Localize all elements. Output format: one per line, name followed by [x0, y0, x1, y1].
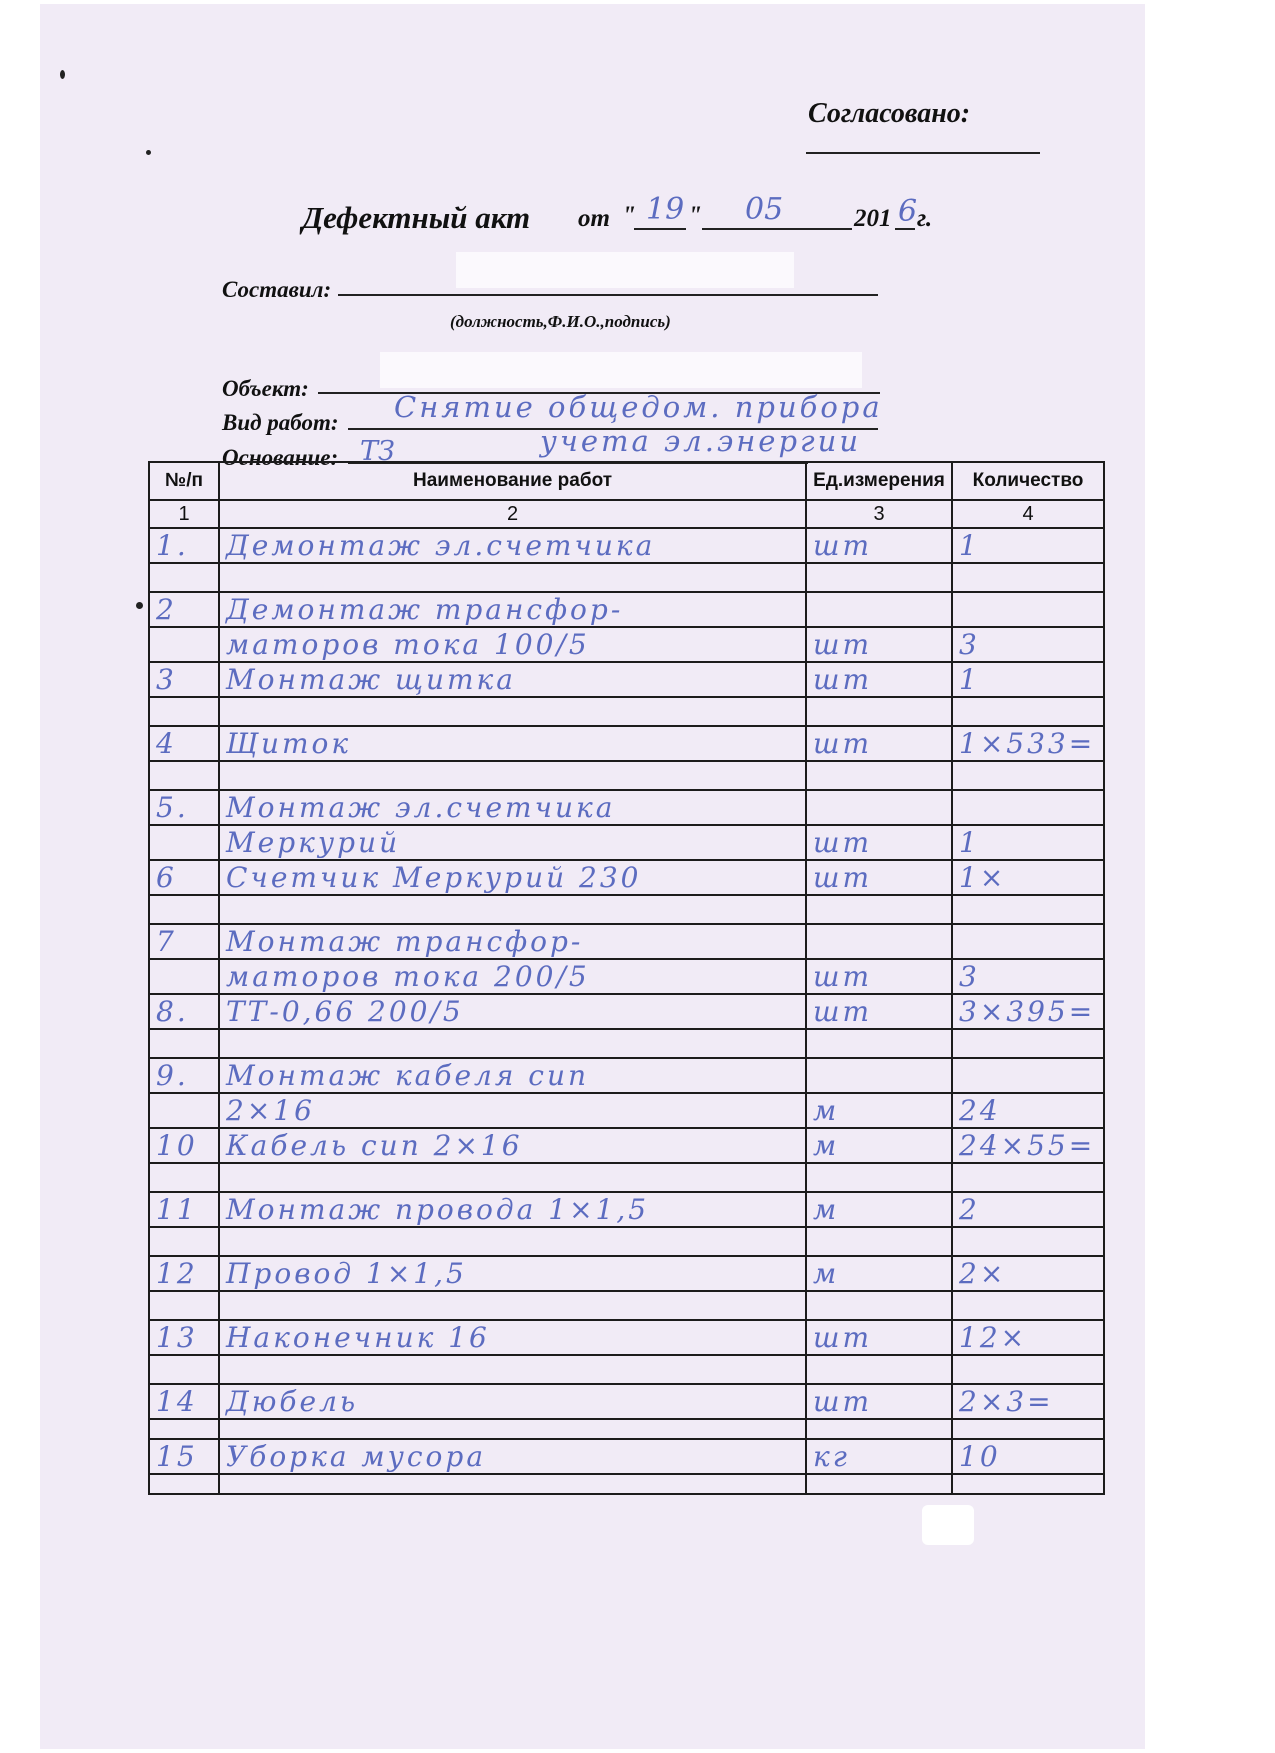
unit: шт [806, 662, 952, 697]
table-row [149, 627, 1104, 662]
row-number-empty [149, 1419, 219, 1439]
row-number: 12 [149, 1256, 219, 1291]
scan-margin [0, 0, 40, 1753]
unit-empty [806, 761, 952, 790]
work-name: Монтаж провода 1×1,5 [219, 1192, 806, 1227]
table-row [149, 1439, 1104, 1474]
row-number-empty [149, 1227, 219, 1256]
table-row [149, 994, 1104, 1029]
table-row [149, 895, 1104, 924]
unit: м [806, 1256, 952, 1291]
quantity: 24×55= [952, 1128, 1104, 1163]
work-name-empty [219, 697, 806, 726]
table-row [149, 924, 1104, 959]
table-row [149, 1355, 1104, 1384]
row-number: 6 [149, 860, 219, 895]
work-name-empty [219, 1419, 806, 1439]
work-name: Уборка мусора [219, 1439, 806, 1474]
work-name: Дюбель [219, 1384, 806, 1419]
row-number-empty [149, 1163, 219, 1192]
table-row [149, 563, 1104, 592]
quantity-empty [952, 1227, 1104, 1256]
row-number-empty [149, 1029, 219, 1058]
work-name: Кабель сип 2×16 [219, 1128, 806, 1163]
work-name-line-2: Меркурий [219, 825, 806, 860]
quantity: 2× [952, 1256, 1104, 1291]
year-suffix: г. [917, 205, 933, 232]
title-from: от [578, 205, 610, 232]
row-number: 15 [149, 1439, 219, 1474]
row-number-empty [149, 697, 219, 726]
work-name: ТТ-0,66 200/5 [219, 994, 806, 1029]
row-number: 8. [149, 994, 219, 1029]
row-number-empty [149, 1355, 219, 1384]
work-name: Монтаж трансфор- [219, 924, 806, 959]
scan-speck [146, 150, 151, 155]
quantity-empty [952, 563, 1104, 592]
table-row [149, 1058, 1104, 1093]
table-row [149, 790, 1104, 825]
quantity-empty [952, 1291, 1104, 1320]
colnum-3: 3 [806, 500, 952, 528]
table-row [149, 662, 1104, 697]
row-number: 5. [149, 790, 219, 825]
work-name-empty [219, 761, 806, 790]
work-name-empty [219, 563, 806, 592]
row-number-empty [149, 1291, 219, 1320]
unit-empty [806, 1058, 952, 1093]
table-row [149, 825, 1104, 860]
work-name-empty [219, 895, 806, 924]
quantity: 12× [952, 1320, 1104, 1355]
work-name: Монтаж эл.счетчика [219, 790, 806, 825]
row-number-empty [149, 1093, 219, 1128]
quantity: 10 [952, 1439, 1104, 1474]
row-number-empty [149, 959, 219, 994]
quantity-empty [952, 790, 1104, 825]
quantity: 1 [952, 662, 1104, 697]
unit-empty [806, 1419, 952, 1439]
unit-empty [806, 697, 952, 726]
table-row [149, 697, 1104, 726]
unit-empty [806, 1474, 952, 1494]
table-row [149, 1192, 1104, 1227]
unit-empty [806, 1227, 952, 1256]
quantity-empty [952, 1474, 1104, 1494]
redaction-object [380, 352, 862, 388]
table-row [149, 860, 1104, 895]
row-number: 11 [149, 1192, 219, 1227]
approved-label: Согласовано: [808, 98, 971, 129]
table-row [149, 726, 1104, 761]
work-name: Щиток [219, 726, 806, 761]
composed-label: Составил: [222, 277, 332, 302]
table-row [149, 528, 1104, 563]
table-header-row [149, 462, 1104, 500]
unit: м [806, 1128, 952, 1163]
month-line [702, 228, 852, 230]
quantity: 3 [952, 627, 1104, 662]
work-name-empty [219, 1291, 806, 1320]
row-number: 13 [149, 1320, 219, 1355]
unit-empty [806, 790, 952, 825]
table-row [149, 1093, 1104, 1128]
quantity: 3 [952, 959, 1104, 994]
unit-empty [806, 592, 952, 627]
year-digit: 6 [898, 194, 918, 229]
quantity-empty [952, 592, 1104, 627]
work-name: Наконечник 16 [219, 1320, 806, 1355]
quantity: 1 [952, 825, 1104, 860]
work-name-empty [219, 1029, 806, 1058]
table-row [149, 1029, 1104, 1058]
row-number-empty [149, 1474, 219, 1494]
work-name: Провод 1×1,5 [219, 1256, 806, 1291]
scan-speck [60, 70, 65, 79]
row-number: 3 [149, 662, 219, 697]
quantity-empty [952, 895, 1104, 924]
header-num: №/п [149, 462, 219, 500]
table-row [149, 1163, 1104, 1192]
redaction-corner [922, 1505, 974, 1545]
day-line [634, 228, 686, 230]
quantity: 24 [952, 1093, 1104, 1128]
unit-empty [806, 1029, 952, 1058]
composed-line [338, 294, 878, 296]
defects-table [148, 461, 1105, 1495]
unit-empty [806, 1355, 952, 1384]
work-name: Монтаж щитка [219, 662, 806, 697]
table-row [149, 1128, 1104, 1163]
quantity-empty [952, 1058, 1104, 1093]
unit: м [806, 1093, 952, 1128]
row-number-empty [149, 627, 219, 662]
row-number: 2 [149, 592, 219, 627]
row-number: 10 [149, 1128, 219, 1163]
quantity: 1×533= [952, 726, 1104, 761]
document-title: Дефектный акт [302, 200, 531, 235]
work-name-empty [219, 1474, 806, 1494]
unit-empty [806, 1291, 952, 1320]
table-row [149, 761, 1104, 790]
work-name-line-2: 2×16 [219, 1093, 806, 1128]
work-name: Счетчик Меркурий 230 [219, 860, 806, 895]
unit: кг [806, 1439, 952, 1474]
quantity-empty [952, 761, 1104, 790]
row-number-empty [149, 563, 219, 592]
quantity-empty [952, 1419, 1104, 1439]
basis-label: Основание: [222, 445, 339, 470]
year-prefix: 201 [854, 205, 892, 232]
colnum-2: 2 [219, 500, 806, 528]
row-number-empty [149, 825, 219, 860]
date-day: 19 [646, 192, 685, 227]
approved-signature-line [806, 152, 1040, 154]
table-row [149, 1291, 1104, 1320]
scan-speck [136, 602, 143, 609]
quantity-empty [952, 924, 1104, 959]
unit-empty [806, 924, 952, 959]
colnum-4: 4 [952, 500, 1104, 528]
quote-open: " [622, 202, 636, 229]
row-number: 1. [149, 528, 219, 563]
work-name-line-2: маторов тока 200/5 [219, 959, 806, 994]
header-qty: Количество [952, 462, 1104, 500]
row-number-empty [149, 761, 219, 790]
row-number: 7 [149, 924, 219, 959]
table-row [149, 959, 1104, 994]
unit: шт [806, 726, 952, 761]
table-body [149, 528, 1104, 1494]
quantity-empty [952, 697, 1104, 726]
row-number: 4 [149, 726, 219, 761]
table-row [149, 592, 1104, 627]
unit: шт [806, 627, 952, 662]
table-row [149, 1474, 1104, 1494]
table-row [149, 1419, 1104, 1439]
work-type-label: Вид работ: [222, 410, 339, 435]
quantity: 1 [952, 528, 1104, 563]
redaction-composer [456, 252, 794, 288]
quantity: 2 [952, 1192, 1104, 1227]
unit: шт [806, 959, 952, 994]
quantity: 2×3= [952, 1384, 1104, 1419]
work-name: Демонтаж трансфор- [219, 592, 806, 627]
quantity-empty [952, 1029, 1104, 1058]
table-row [149, 1320, 1104, 1355]
work-type-value-2: учета эл.энергии [540, 424, 862, 458]
unit: м [806, 1192, 952, 1227]
table-row [149, 1227, 1104, 1256]
unit-empty [806, 563, 952, 592]
unit: шт [806, 528, 952, 563]
work-type-value: Снятие общедом. прибора [394, 390, 883, 424]
basis-value: ТЗ [360, 436, 395, 467]
header-unit: Ед.измерения [806, 462, 952, 500]
work-name-empty [219, 1355, 806, 1384]
work-name-line-2: маторов тока 100/5 [219, 627, 806, 662]
work-name-empty [219, 1163, 806, 1192]
unit-empty [806, 895, 952, 924]
quantity: 1× [952, 860, 1104, 895]
quantity-empty [952, 1355, 1104, 1384]
header-name: Наименование работ [219, 462, 806, 500]
work-name: Демонтаж эл.счетчика [219, 528, 806, 563]
row-number-empty [149, 895, 219, 924]
row-number: 14 [149, 1384, 219, 1419]
unit: шт [806, 1320, 952, 1355]
unit: шт [806, 994, 952, 1029]
colnum-1: 1 [149, 500, 219, 528]
table-row [149, 1256, 1104, 1291]
unit-empty [806, 1163, 952, 1192]
composed-caption: (должность,Ф.И.О.,подпись) [450, 312, 671, 331]
quantity-empty [952, 1163, 1104, 1192]
column-number-row [149, 500, 1104, 528]
unit: шт [806, 825, 952, 860]
quantity: 3×395= [952, 994, 1104, 1029]
unit: шт [806, 1384, 952, 1419]
quote-close: " [688, 202, 702, 229]
work-name-empty [219, 1227, 806, 1256]
unit: шт [806, 860, 952, 895]
object-label: Объект: [222, 376, 309, 401]
work-name: Монтаж кабеля сип [219, 1058, 806, 1093]
row-number: 9. [149, 1058, 219, 1093]
date-month: 05 [745, 192, 784, 227]
table-row [149, 1384, 1104, 1419]
